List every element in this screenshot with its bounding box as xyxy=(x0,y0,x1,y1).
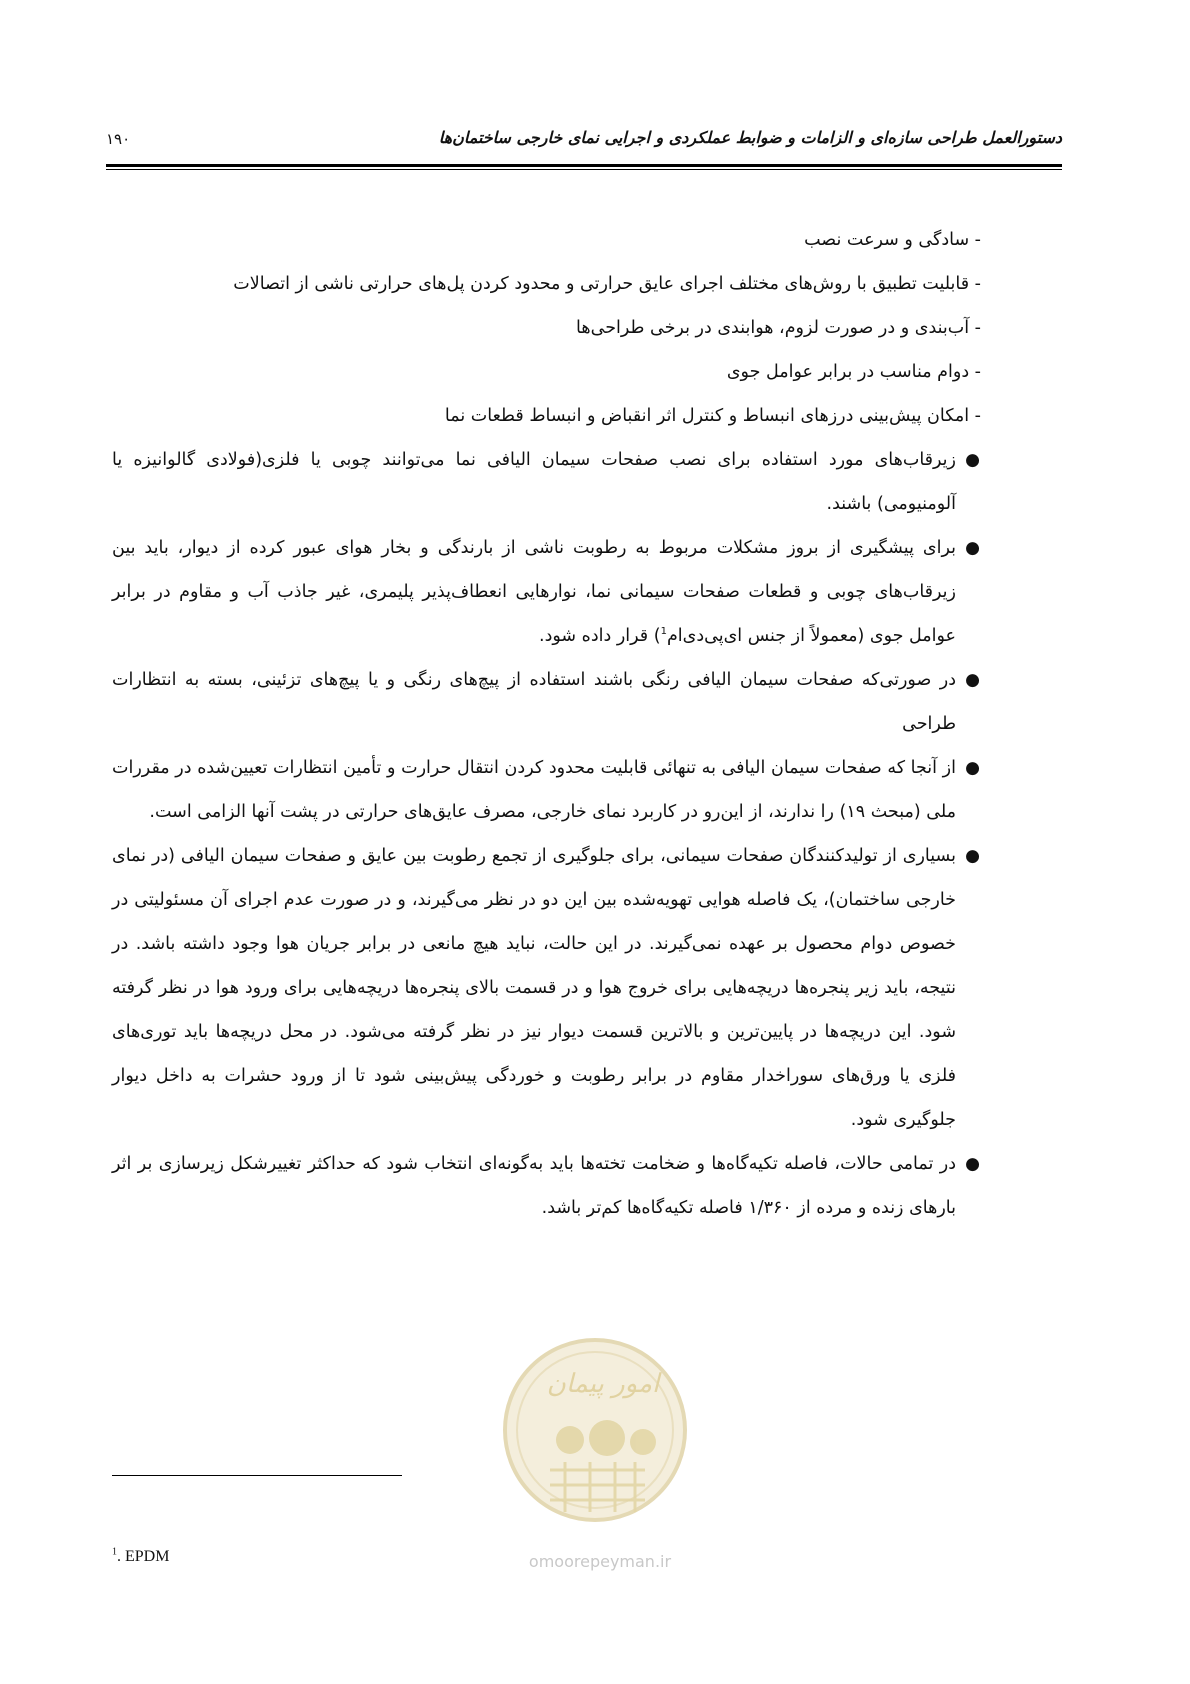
bullet-icon: ● xyxy=(965,1154,980,1174)
page-number: ۱۹۰ xyxy=(106,130,131,148)
bullet-text: در تمامی حالات، فاصله تکیه‌گاه‌ها و ضخامت تخته‌ها باید به‌گونه‌ای انتخاب شود که حداکثر تغییرشکل زیرسازی بر اثر بارهای زنده و مرده از ۱/۳۶۰ فاصله تکیه‌گاه‌ها کم‌تر باشد. xyxy=(112,1154,956,1218)
bullet-icon: ● xyxy=(965,538,980,558)
footnote-ref: 1 xyxy=(660,626,667,638)
bullet-text: از آنجا که صفحات سیمان الیافی به تنهائی قابلیت محدود کردن انتقال حرارت و تأمین انتظارات تعیین‌شده در مقررات ملی (مبحث ۱۹) را ندارند، از این‌رو در کاربرد نمای خارجی، مصرف عایق‌های حرارتی در پشت آنها الزامی است. xyxy=(112,758,956,822)
watermark-logo-text: امور پیمان xyxy=(546,1369,660,1399)
running-header xyxy=(106,128,1062,168)
footnote-marker: 1 xyxy=(112,1546,117,1558)
bullet-text: برای پیشگیری از بروز مشکلات مربوط به رطوبت ناشی از بارندگی و بخار هوای عبور کرده از دیوار، باید بین زیرقاب‌های چوبی و قطعات صفحات سیمانی نما، نوارهایی انعطاف‌پذیر پلیمری، غیر جاذب آب و مقاوم در برابر عوامل جوی (معمولاً از جنس ای‌پی‌دی‌ام xyxy=(112,538,956,646)
sublist-item: - آب‌بندی و در صورت لزوم، هوابندی در برخی طراحی‌ها xyxy=(576,318,981,338)
bullet-text: بسیاری از تولیدکنندگان صفحات سیمانی، برای جلوگیری از تجمع رطوبت بین عایق و صفحات سیمان الیافی (در نمای خارجی ساختمان)، یک فاصله هوایی تهویه‌شده بین این دو در نظر می‌گیرند، و در صورت عدم اجرای آن مسئولیتی در خصوص دوام محصول بر عهده نمی‌گیرند. در این حالت، نباید هیچ مانعی در برابر جریان هوا وجود داشته باشد. در نتیجه، باید زیر پنجره‌ها دریچه‌هایی برای خروج هوا و در قسمت بالای پنجره‌ها دریچه‌هایی برای ورود هوا در نظر گرفته شود. این دریچه‌ها در پایین‌ترین و بالاترین قسمت دیوار نیز در نظر گرفته می‌شود. در محل دریچه‌ها باید توری‌های فلزی یا ورق‌های سوراخدار مقاوم در برابر رطوبت و خوردگی پیش‌بینی شود تا از ورود حشرات به داخل دیوار جلوگیری شود. xyxy=(112,846,956,1130)
footnote-text: . EPDM xyxy=(117,1548,170,1565)
sublist-item: - سادگی و سرعت نصب xyxy=(804,230,981,250)
watermark-logo xyxy=(495,1330,695,1560)
bullet-icon: ● xyxy=(965,450,980,470)
watermark-site: omoorepeyman.ir xyxy=(528,1552,672,1571)
watermark-site-row xyxy=(0,1552,1190,1571)
bullet-icon: ● xyxy=(965,670,980,690)
sublist-item: - قابلیت تطبیق با روش‌های مختلف اجرای عایق حرارتی و محدود کردن پل‌های حرارتی ناشی از اتصالات xyxy=(233,274,981,294)
sublist-item: - دوام مناسب در برابر عوامل جوی xyxy=(726,362,981,382)
bullet-item xyxy=(112,526,986,658)
bullet-item xyxy=(112,438,986,526)
bullet-icon: ● xyxy=(965,846,980,866)
bullet-item xyxy=(112,834,986,1142)
bullet-text: زیرقاب‌های مورد استفاده برای نصب صفحات سیمان الیافی نما می‌توانند چوبی یا فلزی(فولادی گالوانیزه یا آلومنیومی) باشند. xyxy=(112,450,956,514)
footnote-rule xyxy=(112,1475,402,1476)
header-rule-thick xyxy=(106,164,1062,167)
bullet-text-tail: ) قرار داده شود. xyxy=(539,626,661,646)
bullet-item xyxy=(112,658,986,746)
sublist-item: - امکان پیش‌بینی درزهای انبساط و کنترل اثر انقباض و انبساط قطعات نما xyxy=(444,406,981,426)
bullet-text: در صورتی‌که صفحات سیمان الیافی رنگی باشند استفاده از پیچ‌های رنگی و یا پیچ‌های تزئینی، بسته به انتظارات طراحی xyxy=(112,670,956,734)
bullet-item xyxy=(112,1142,986,1230)
bullet-item xyxy=(112,746,986,834)
bullet-icon: ● xyxy=(965,758,980,778)
header-rule-thin xyxy=(106,169,1062,170)
body-text xyxy=(112,218,986,1230)
header-title: دستورالعمل طراحی سازه‌ای و الزامات و ضوابط عملکردی و اجرایی نمای خارجی ساختمان‌ها xyxy=(438,128,1062,147)
